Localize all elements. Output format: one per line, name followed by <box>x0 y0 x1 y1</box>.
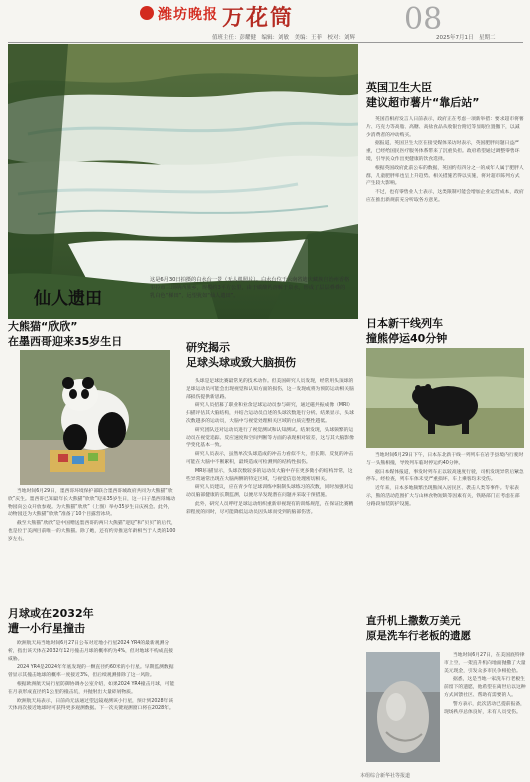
uk-paragraph: 根据英国政府此前公布的数据，英国约有四分之一的成年人属于肥胖人群，儿童肥胖率也呈上升趋势。相关措施若得以实施，将对超市陈列方式产生较大影响。 <box>366 165 524 187</box>
section-title: 万花筒 <box>222 5 295 31</box>
panda-paragraph: 当地时间6月29日，墨西哥环境保护部联合墨西哥城政府共同为大熊猫“欣欣”庆生。墨西哥已知最年长大熊猫“欣欣”迎来35岁生日，这一日子墨西哥城动物园向公众开放参观。为大熊猫“欣欣”（上图）举办35岁生日庆祝会。此外，动物园还为大熊猫“欣欣”准备了10个目露营冰块。 <box>8 489 176 518</box>
masthead <box>0 0 530 44</box>
moon-paragraph: 2024 YR4是2024年年底发现的一颗直径约60米的小行星。早期监测数据曾显示其撞击地球的概率一度接近3%，但后续观测排除了这一风险。 <box>8 665 174 679</box>
moon-headline <box>8 606 94 636</box>
moon-paragraph: 欧洲航天局当地时间6月27日公布对近地小行星2024 YR4的最新观测分析，指出该天体在2032年12月撞击月球的概率约为4%，但对地球不构成直接威胁。 <box>8 641 174 662</box>
heading-headline <box>186 340 296 370</box>
staff-credits: 值班主任：彭耀健 编辑：刘敏 美编：王菲 校对：刘辉 <box>212 35 356 41</box>
heading-paragraph: MRI扫描显示，头球次数较多的运动员大脑中存在更多微小的结构异常，这些异常通常出现在大脑两侧的特定区域，与视觉信息处理密切相关。 <box>186 468 353 482</box>
cash-drop-paragraph: 警方表示，此次活动已提前报备，现场秩序总体良好，未有人员受伤。 <box>444 701 525 715</box>
moon-body <box>8 640 176 770</box>
bear-paragraph: 近年来，日本多地频繁出现熊闯入居民区、袭击人类等事件。专家表示，熊的活动范围扩大与山林食物短缺等因素有关，铁路部门正考虑在部分路段加装防护设施。 <box>366 486 520 507</box>
cash-drop-body <box>444 652 526 768</box>
cash-drop-headline-line2: 原是洗车行老板的遗愿 <box>366 630 471 642</box>
moon-headline-line1: 月球或在2032年 <box>8 607 94 620</box>
bear-paragraph: 当地时间6月29日下午，日本东北新干线一列列车在岩手县境内行驶时与一头熊相撞，导致列车临时停运约40分钟。 <box>366 453 524 466</box>
bear-photo <box>366 348 524 448</box>
newspaper-name: 潍坊晚报 <box>158 7 218 23</box>
cash-drop-paragraph: 当地时间6月27日，在美国底特律市上空，一架直升机向地面抛撒了大量美元现金，引发众多市民争相抢拾。 <box>444 653 526 674</box>
issue-date: 2025年7月1日 星期二 <box>436 35 496 41</box>
cash-drop-image <box>366 652 440 762</box>
masthead-divider <box>8 42 523 43</box>
panda-body <box>8 488 176 588</box>
heading-headline-line1: 研究揭示 <box>186 341 230 354</box>
source-note: 本组综合新华社等报道 <box>360 773 411 779</box>
uk-headline-line2: 建议超市薯片“靠后站” <box>366 96 480 109</box>
page-number: 08 <box>404 2 443 37</box>
moon-paragraph: 根据欧洲航天局行星防御协调办公室介绍，如果2024 YR4撞击月球，可能在月表形成直径约1公里的撞击坑，并抛射出大量碎屑物质。 <box>8 681 175 695</box>
heading-paragraph: 此外，研究人员呼吁足球运动组织重新审视现有的训练规范，在保证比赛精彩程度的同时，尽可能降低运动员因头球而受到的脑部伤害。 <box>186 501 354 515</box>
heading-paragraph: 研究人员表示，虽然单次头球造成的冲击力看似不大，但长期、反复的冲击可能在大脑中不断累积，最终造成可检测到的结构性损伤。 <box>186 452 354 465</box>
panda-paragraph: 截至大熊猫“欣欣”是中国赠送墨西哥的两只大熊猫“迎迎”和“贝贝”的后代，也是位于美洲目前唯一的大熊猫。除了她，还有约旁推送年龄相当于人类的100岁左右。 <box>8 521 176 542</box>
bear-headline-line2: 撞熊停运40分钟 <box>366 332 448 345</box>
bear-image <box>366 348 524 448</box>
panda-headline-line2: 在墨西哥迎来35岁生日 <box>8 335 123 348</box>
heading-paragraph: 研究团队还对运动员进行了视觉测试和认知测试。结果发现，头球频繁的运动员在视觉追踪、反应速度和空间判断等方面的表现相对较差，这与其大脑影像学变化基本一致。 <box>186 427 354 449</box>
bear-headline <box>366 316 447 346</box>
heading-body <box>186 378 354 772</box>
uk-paragraph: 英国首相府发言人日前表示，政府正在考虑一项新举措：要求超市将薯片、巧克力等高脂、高糖、高盐食品从收银台附近等显眼位置撤下，以减少消费者的冲动购买。 <box>366 117 524 138</box>
heading-paragraph: 研究人员招募了职业和业余足球运动员参与研究，通过磁共振成像（MRI）扫描评估其大脑结构，并结合运动员自述的头球次数进行分析。结果显示，头球次数越多的运动员，大脑中与视觉处理相关区域的白质完整性越低。 <box>186 403 354 424</box>
cash-drop-paragraph: 据悉，这是当地一家洗车行老板生前留下的遗愿，他希望在离世后以这种方式回馈社区、帮助有需要的人。 <box>444 677 526 698</box>
newspaper-logo-icon <box>140 6 154 20</box>
moon-headline-line2: 遭一小行星撞击 <box>8 622 85 635</box>
bear-headline-line1: 日本新干线列车 <box>366 317 443 330</box>
uk-body <box>366 116 524 312</box>
heading-headline-line2: 足球头球或致大脑损伤 <box>186 356 296 369</box>
cash-drop-photo <box>366 652 440 762</box>
uk-paragraph: 据报道，英国卫生大臣在接受媒体采访时表示，英国肥胖问题日益严重，已经给国民医疗服务体系带来了沉重负担。政府希望通过调整零售环境，引导民众作出更健康的饮食选择。 <box>366 141 520 162</box>
cash-drop-headline-line1: 直升机上撒数万美元 <box>366 615 461 627</box>
uk-headline <box>366 80 479 110</box>
uk-headline-line1: 英国卫生大臣 <box>366 81 432 94</box>
uk-paragraph: 不过，也有零售业人士表示，这类限制可能会增加企业运营成本，政府应在推出新规前充分听取各方意见。 <box>366 190 524 203</box>
bear-paragraph: 据日本媒体报道，事发时列车正以较高速度行驶，司机发现异常后紧急停车。经检查，列车车体未受严重损坏，车上乘客均未受伤。 <box>366 469 524 483</box>
cash-drop-headline <box>366 614 471 644</box>
moon-paragraph: 欧洲航天局表示，日前尚无法通过望远镜观测该小行星，预计到2028年该天体再次接近地球时可获得更多观测数据。下一次关键观测窗口将在2028年。 <box>8 698 174 712</box>
hero-caption: 这是6月30日拍摄的白水台一景（无人机照片）。白水台位于云南省迪庆藏族自治州香格里拉市三坝纳西族乡，规模约3平方公里，由于碳酸钙溶解于泉水，形成了层层叠叠的乳白色“梯田”，远望犹如“仙人遗田”。 <box>150 277 350 299</box>
panda-photo <box>20 350 170 485</box>
heading-paragraph: 研究人员建议，应在青少年足球训练中限制头球练习的次数，同时加强对运动员脑部健康的长期监测，以便尽早发现潜在问题并采取干预措施。 <box>186 485 354 499</box>
hero-title: 仙人遗田 <box>34 289 102 309</box>
panda-headline-line1: 大熊猫“欣欣” <box>8 320 78 333</box>
panda-image <box>20 350 170 485</box>
panda-headline <box>8 319 122 349</box>
heading-paragraph: 头球是足球比赛最常见的技术动作。但美国研究人员发现，经常用头顶球的足球运动员可能会出现视觉和认知方面的损伤，这一发现或将为预防运动相关脑部损伤提供新思路。 <box>186 379 354 400</box>
bear-body <box>366 452 524 638</box>
